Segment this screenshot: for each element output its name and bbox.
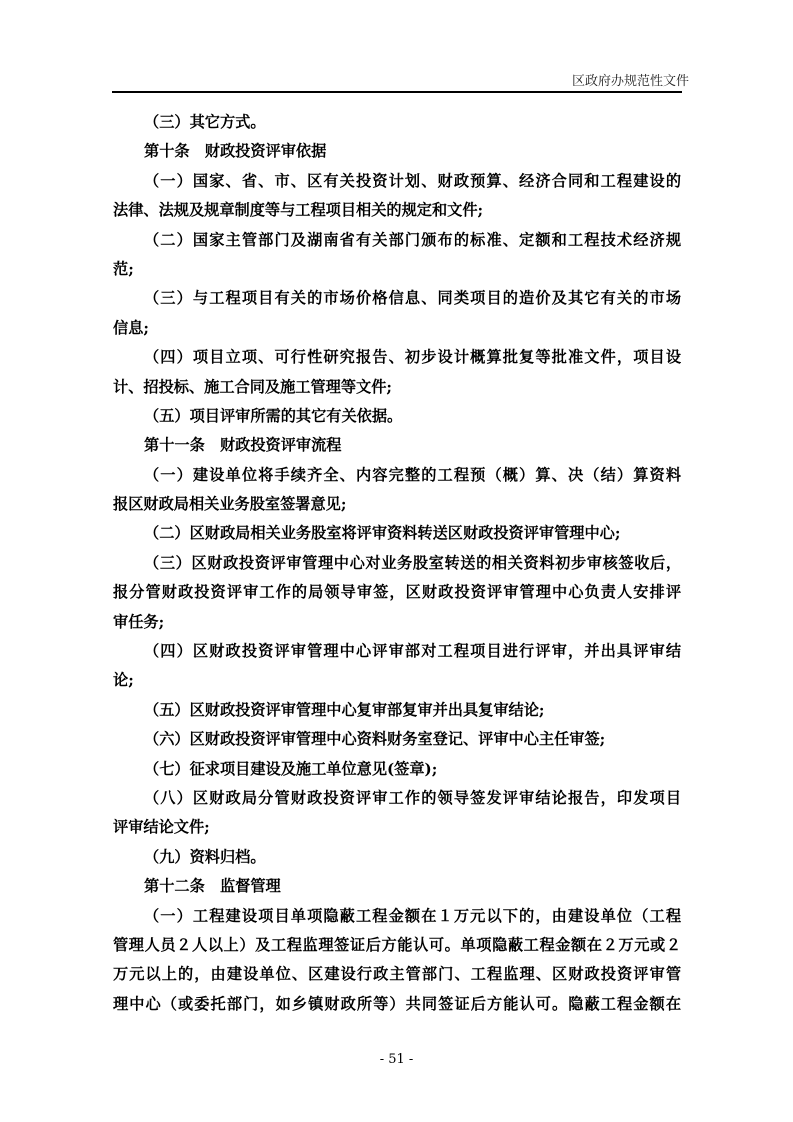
text-line: （三）其它方式。 — [144, 113, 266, 131]
text-line: 法律、法规及规章制度等与工程项目相关的规定和文件; — [113, 201, 484, 220]
text-line: 报区财政局相关业务股室签署意见; — [113, 495, 347, 514]
text-line: （九）资料归档。 — [144, 847, 266, 866]
article-heading: 第十一条 财政投资评审流程 — [144, 436, 342, 455]
text-line: （一）建设单位将手续齐全、内容完整的工程预（概）算、决（结）算资料 — [144, 465, 681, 484]
page-number: - 51 - — [379, 1052, 414, 1067]
text-line: 报分管财政投资评审工作的局领导审签，区财政投资评审管理中心负责人安排评 — [113, 583, 681, 602]
text-line: （三）区财政投资评审管理中心对业务股室转送的相关资料初步审核签收后， — [144, 553, 681, 572]
text-line: 管理人员２人以上）及工程监理签证后方能认可。单项隐蔽工程金额在２万元或２ — [113, 935, 681, 954]
text-line: 范; — [113, 259, 134, 278]
text-line: （五）项目评审所需的其它有关依据。 — [144, 406, 403, 425]
header-rule — [112, 91, 682, 93]
text-line: （三）与工程项目有关的市场价格信息、同类项目的造价及其它有关的市场 — [144, 289, 681, 308]
text-line: （五）区财政投资评审管理中心复审部复审并出具复审结论; — [144, 700, 545, 719]
text-line: （一）工程建设项目单项隐蔽工程金额在１万元以下的，由建设单位（工程 — [144, 906, 681, 925]
text-line: 计、招投标、施工合同及施工管理等文件; — [113, 377, 392, 396]
text-line: （六）区财政投资评审管理中心资料财务室登记、评审中心主任审签; — [144, 730, 606, 749]
article-heading: 第十条 财政投资评审依据 — [144, 142, 327, 161]
text-line: （八）区财政局分管财政投资评审工作的领导签发评审结论报告，印发项目 — [144, 788, 681, 807]
text-line: （二）区财政局相关业务股室将评审资料转送区财政投资评审管理中心; — [144, 524, 621, 543]
document-body — [113, 108, 681, 1019]
text-line: 理中心（或委托部门，如乡镇财政所等）共同签证后方能认可。隐蔽工程金额在 — [113, 994, 681, 1013]
document-header-title: 区政府办规范性文件 — [571, 74, 689, 89]
text-line: 万元以上的，由建设单位、区建设行政主管部门、工程监理、区财政投资评审管 — [113, 965, 681, 984]
text-line: （四）项目立项、可行性研究报告、初步设计概算批复等批准文件，项目设 — [144, 348, 681, 367]
text-line: （七）征求项目建设及施工单位意见(签章); — [144, 759, 438, 778]
text-line: 审任务; — [113, 612, 165, 631]
text-line: （四）区财政投资评审管理中心评审部对工程项目进行评审，并出具评审结 — [144, 642, 681, 661]
text-line: 评审结论文件; — [113, 818, 210, 837]
text-line: 论; — [113, 671, 134, 690]
text-line: 信息; — [113, 318, 149, 337]
article-heading: 第十二条 监督管理 — [144, 877, 281, 896]
text-line: （二）国家主管部门及湖南省有关部门颁布的标准、定额和工程技术经济规 — [144, 230, 681, 249]
text-line: （一）国家、省、市、区有关投资计划、财政预算、经济合同和工程建设的 — [144, 171, 681, 190]
